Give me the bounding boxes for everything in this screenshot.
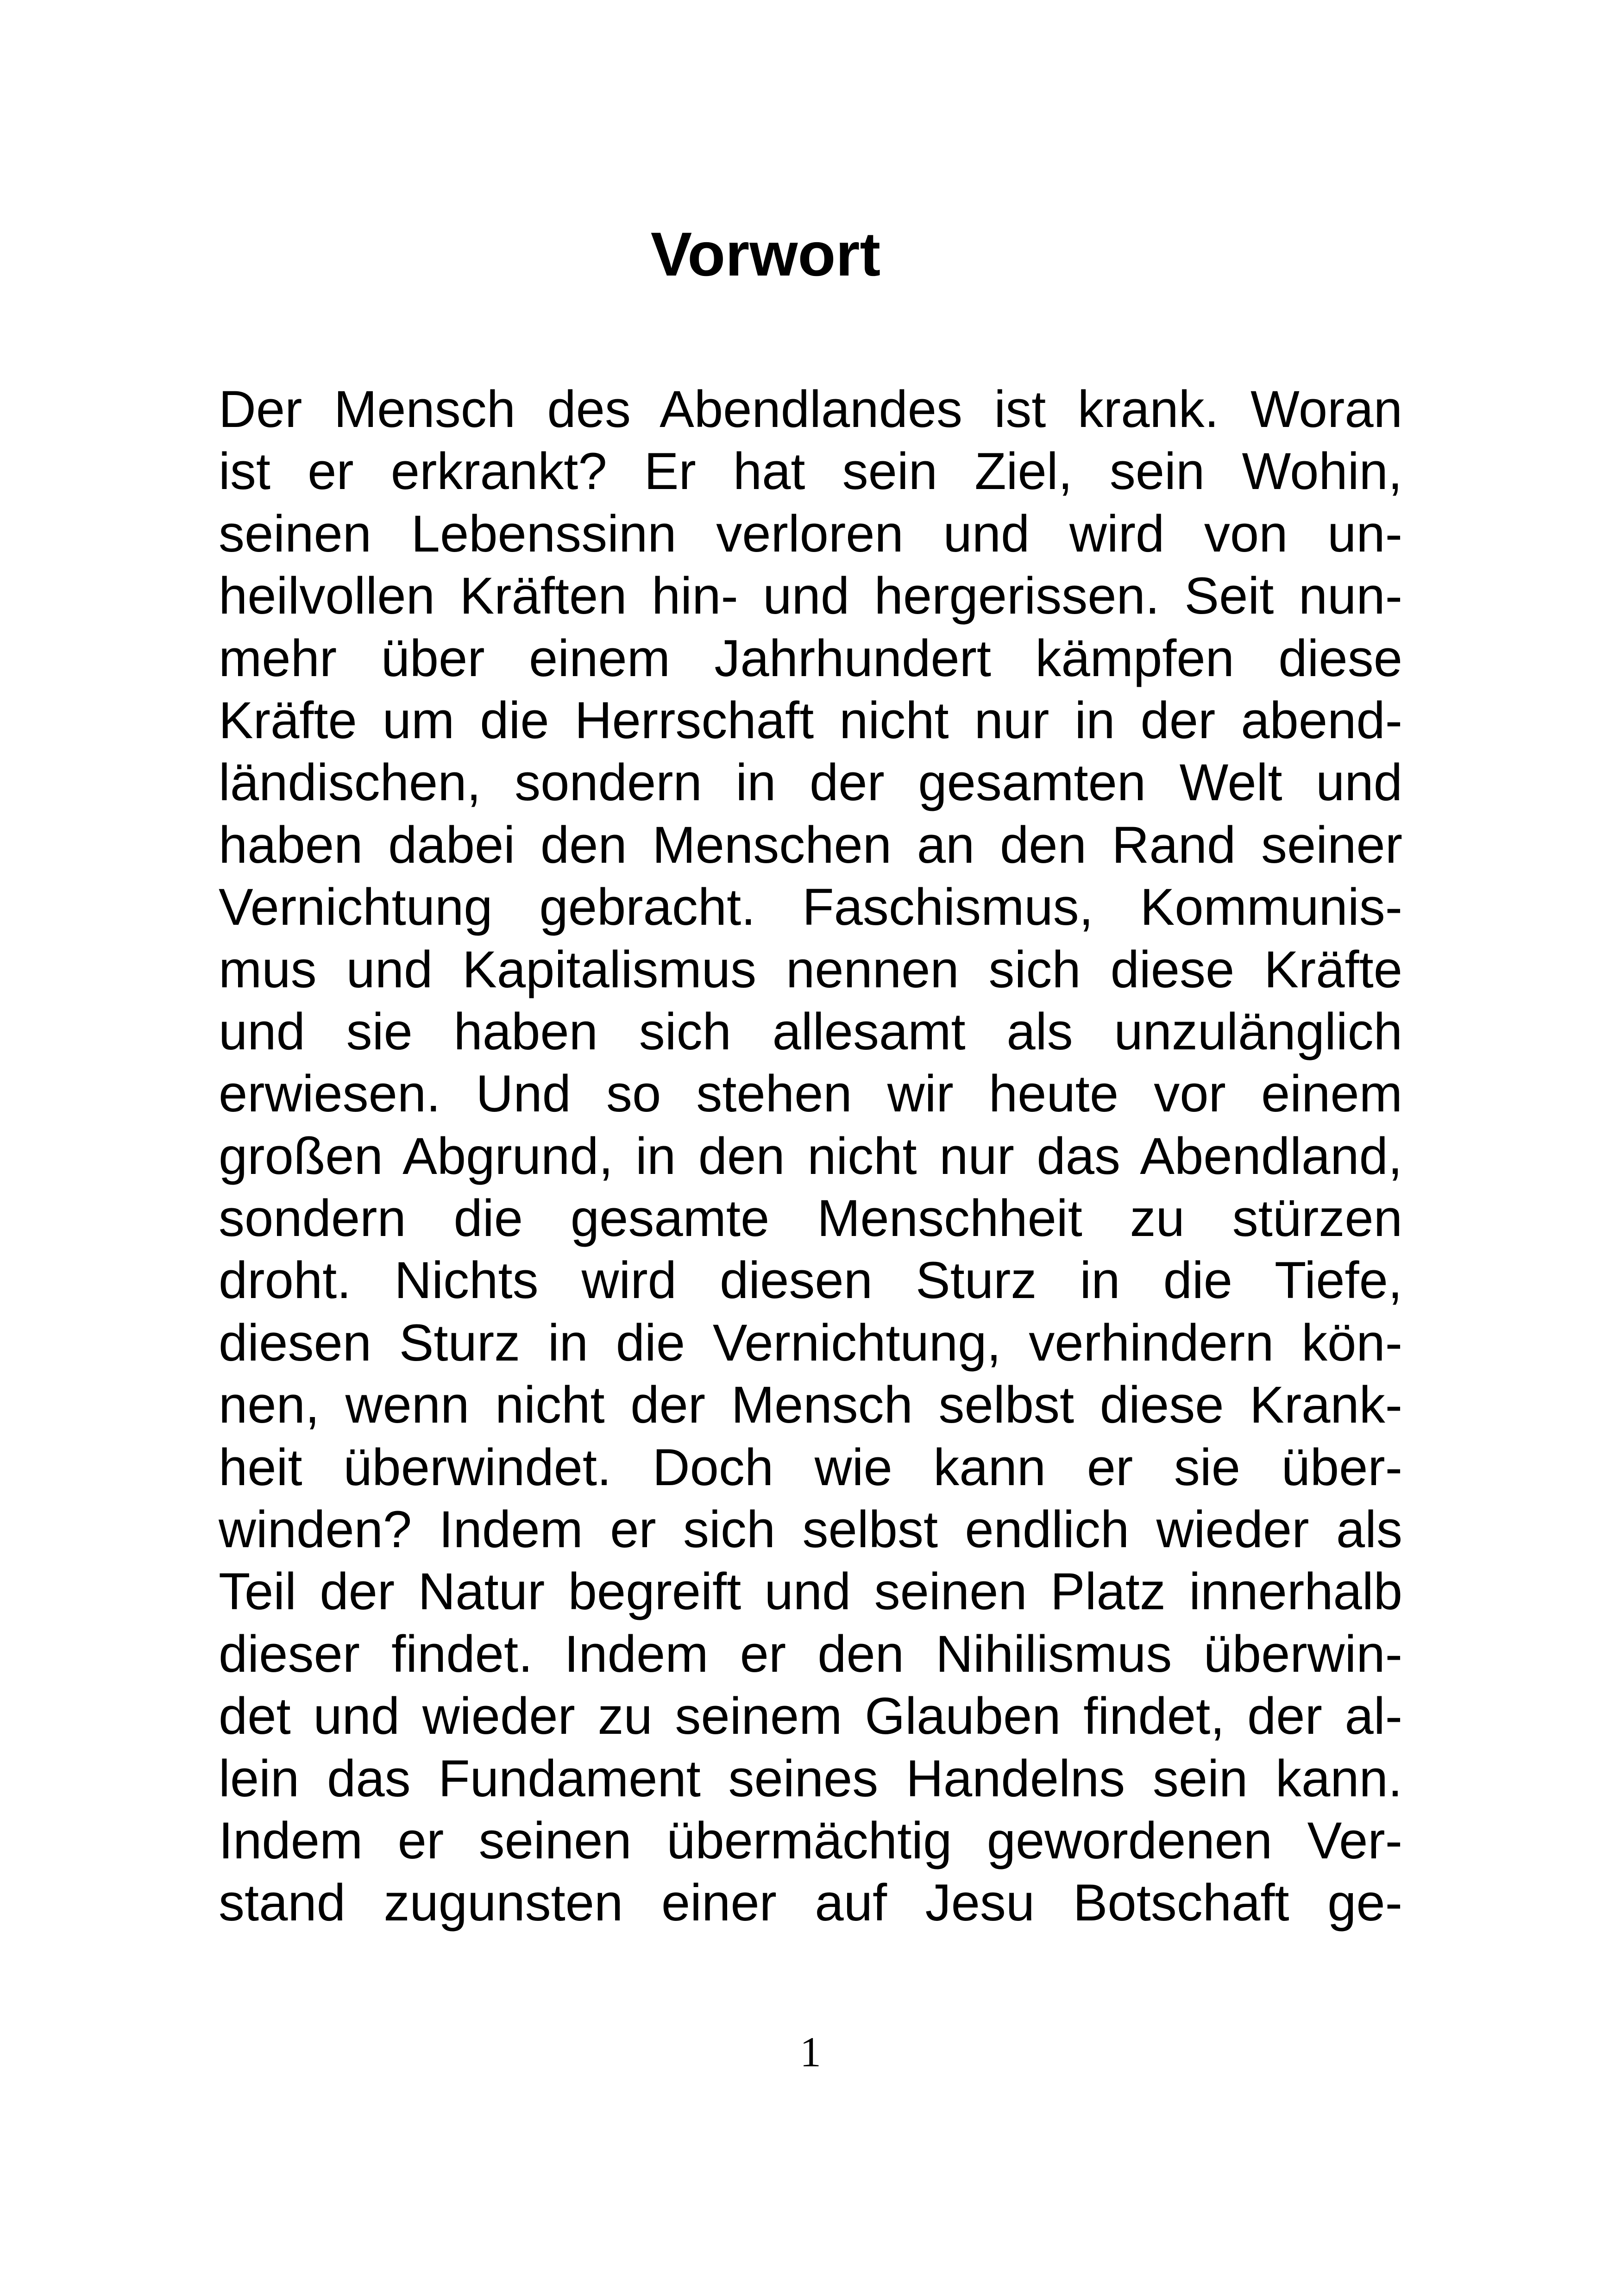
text-line: Kräfte um die Herrschaft nicht nur in der abend- — [219, 691, 1402, 749]
text-line: und sie haben sich allesamt als unzulänglich — [219, 1002, 1402, 1060]
text-line: seinen Lebenssinn verloren und wird von un- — [219, 504, 1402, 563]
text-line: sondern die gesamte Menschheit zu stürzen — [219, 1189, 1402, 1248]
text-line: großen Abgrund, in den nicht nur das Abendland, — [219, 1127, 1402, 1185]
text-line: dieser findet. Indem er den Nihilismus überwin- — [219, 1625, 1402, 1683]
text-line: nen, wenn nicht der Mensch selbst diese Krank- — [219, 1376, 1402, 1434]
text-line: lein das Fundament seines Handelns sein kann. — [219, 1749, 1402, 1807]
text-line: det und wieder zu seinem Glauben findet, der al- — [219, 1687, 1402, 1745]
text-line: heilvollen Kräften hin- und hergerissen. Seit nun- — [219, 567, 1402, 625]
text-line: Indem er seinen übermächtig gewordenen Ver- — [219, 1811, 1402, 1869]
text-line: Vernichtung gebracht. Faschismus, Kommunis- — [219, 878, 1402, 936]
text-line: winden? Indem er sich selbst endlich wieder als — [219, 1500, 1402, 1559]
text-line: mehr über einem Jahrhundert kämpfen diese — [219, 629, 1402, 687]
text-line: heit überwindet. Doch wie kann er sie über- — [219, 1438, 1402, 1496]
text-line: Teil der Natur begreift und seinen Platz innerhalb — [219, 1562, 1402, 1621]
page-title: Vorwort — [650, 220, 881, 289]
text-line: stand zugunsten einer auf Jesu Botschaft ge- — [219, 1874, 1402, 1932]
text-line: ist er erkrankt? Er hat sein Ziel, sein Wohin, — [219, 442, 1402, 501]
text-line: diesen Sturz in die Vernichtung, verhindern kön- — [219, 1313, 1402, 1372]
text-line: erwiesen. Und so stehen wir heute vor einem — [219, 1065, 1402, 1123]
text-line: Der Mensch des Abendlandes ist krank. Woran — [219, 380, 1402, 438]
text-line: droht. Nichts wird diesen Sturz in die Tiefe, — [219, 1251, 1402, 1310]
page-number: 1 — [800, 2028, 821, 2076]
text-line: mus und Kapitalismus nennen sich diese Kräfte — [219, 940, 1402, 998]
text-line: ländischen, sondern in der gesamten Welt und — [219, 753, 1402, 812]
text-line: haben dabei den Menschen an den Rand seiner — [219, 816, 1402, 874]
body-paragraph — [219, 378, 1402, 1934]
